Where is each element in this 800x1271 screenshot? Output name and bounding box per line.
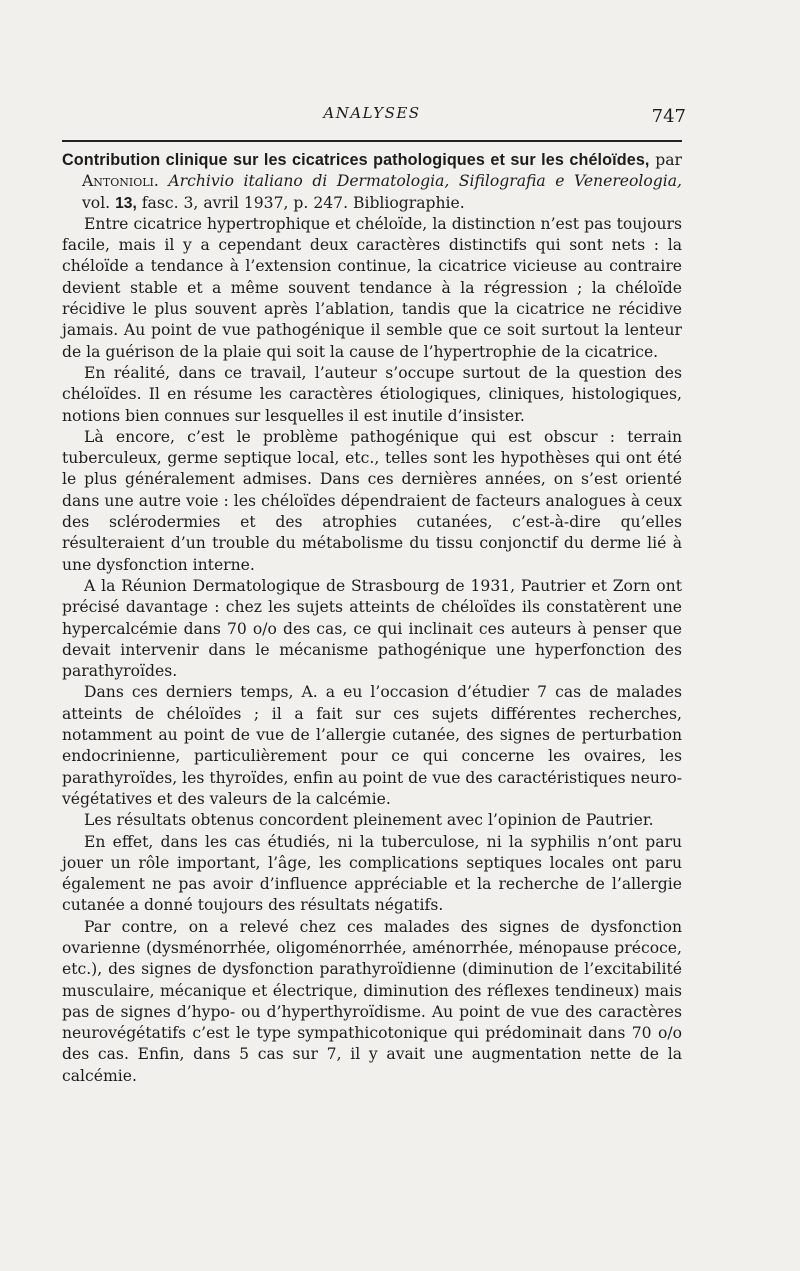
paragraph: Les résultats obtenus concordent pleinement avec l’opinion de Pautrier. (84, 811, 654, 830)
paragraph: A la Réunion Dermatologique de Strasbourg de 1931, Pautrier et Zorn ont précisé davantage : chez les sujets atteints de chéloïdes ils constatèrent une hypercalcémie dans 70 o/o des cas, ce qui inclinait ces auteurs à penser que devait intervenir dans le mécanisme pathogénique une hyperfonction des parathyroïdes. (62, 576, 682, 681)
article-vol-label: vol. (82, 193, 111, 212)
running-title: ANALYSES (323, 104, 421, 122)
article-title: Contribution clinique sur les cicatrices pathologiques et sur les chéloïdes, (62, 151, 650, 169)
article-vol-number: 13, (115, 194, 137, 212)
paragraph: Là encore, c’est le problème pathogénique qui est obscur : terrain tuberculeux, germe septique local, etc., telles sont les hypothèses qui ont été le plus généralement admises. Dans ces dernières années, on s’est orienté dans une autre voie : les chéloïdes dépendraient de facteurs analogues à ceux des sclérodermies et des atrophies cutanées, c’est-à-dire qu’elles résulteraient d’un trouble du métabolisme du tissu conjonctif du derme lié à une dysfonction interne. (62, 427, 682, 574)
article-author: Antonioli. (82, 172, 159, 191)
article-heading (62, 150, 682, 214)
paragraph: Par contre, on a relevé chez ces malades des signes de dysfonction ovarienne (dysménorrhée, oligoménorrhée, aménorrhée, ménopause précoce, etc.), des signes de dysfonction parathyroïdienne (diminution de l’excitabilité musculaire, mécanique et électrique, diminution des réflexes tendineux) mais pas de signes d’hypo- ou d’hyperthyroïdisme. Au point de vue des caractères neurovégétatifs c’est le type sympathicotonique qui prédominait dans 70 o/o des cas. Enfin, dans 5 cas sur 7, il y avait une augmentation nette de la calcémie. (62, 917, 682, 1085)
article-reference: fasc. 3, avril 1937, p. 247. Bibliographie. (141, 193, 465, 212)
paragraph: Entre cicatrice hypertrophique et chéloïde, la distinction n’est pas toujours facile, mais il y a cependant deux caractères distinctifs qui sont nets : la chéloïde a tendance à l’extension continue, la cicatrice vicieuse au contraire devient stable et a même souvent tendance à la régression ; la chéloïde récidive le plus souvent après l’ablation, tandis que la cicatrice ne récidive jamais. Au point de vue pathogénique il semble que ce soit surtout la lenteur de la guérison de la plaie qui soit la cause de l’hypertrophie de la cicatrice. (62, 214, 682, 361)
page-number: 747 (651, 106, 686, 127)
paragraph: Dans ces derniers temps, A. a eu l’occasion d’étudier 7 cas de malades atteints de chéloïdes ; il a fait sur ces sujets différentes recherches, notamment au point de vue de l’allergie cutanée, des signes de perturbation endocrinienne, particulièrement pour ce qui concerne les ovaires, les parathyroïdes, les thyroïdes, enfin au point de vue des caractéristiques neuro-végétatives et des valeurs de la calcémie. (62, 683, 682, 808)
article (62, 150, 682, 1087)
paragraph: En réalité, dans ce travail, l’auteur s’occupe surtout de la question des chéloïdes. Il en résume les caractères étiologiques, cliniques, histologiques, notions bien connues sur lesquelles il est inutile d’insister. (62, 363, 682, 425)
running-head (62, 104, 686, 128)
article-journal: Archivio italiano di Dermatologia, Sifilografia e Venereologia, (168, 172, 682, 191)
paragraph: En effet, dans les cas étudiés, ni la tuberculose, ni la syphilis n’ont paru jouer un rôle important, l’âge, les complications septiques locales ont paru également ne pas avoir d’influence appréciable et la recherche de l’allergie cutanée a donné toujours des résultats négatifs. (62, 832, 682, 915)
article-by: par (655, 151, 682, 169)
header-rule (62, 140, 682, 142)
